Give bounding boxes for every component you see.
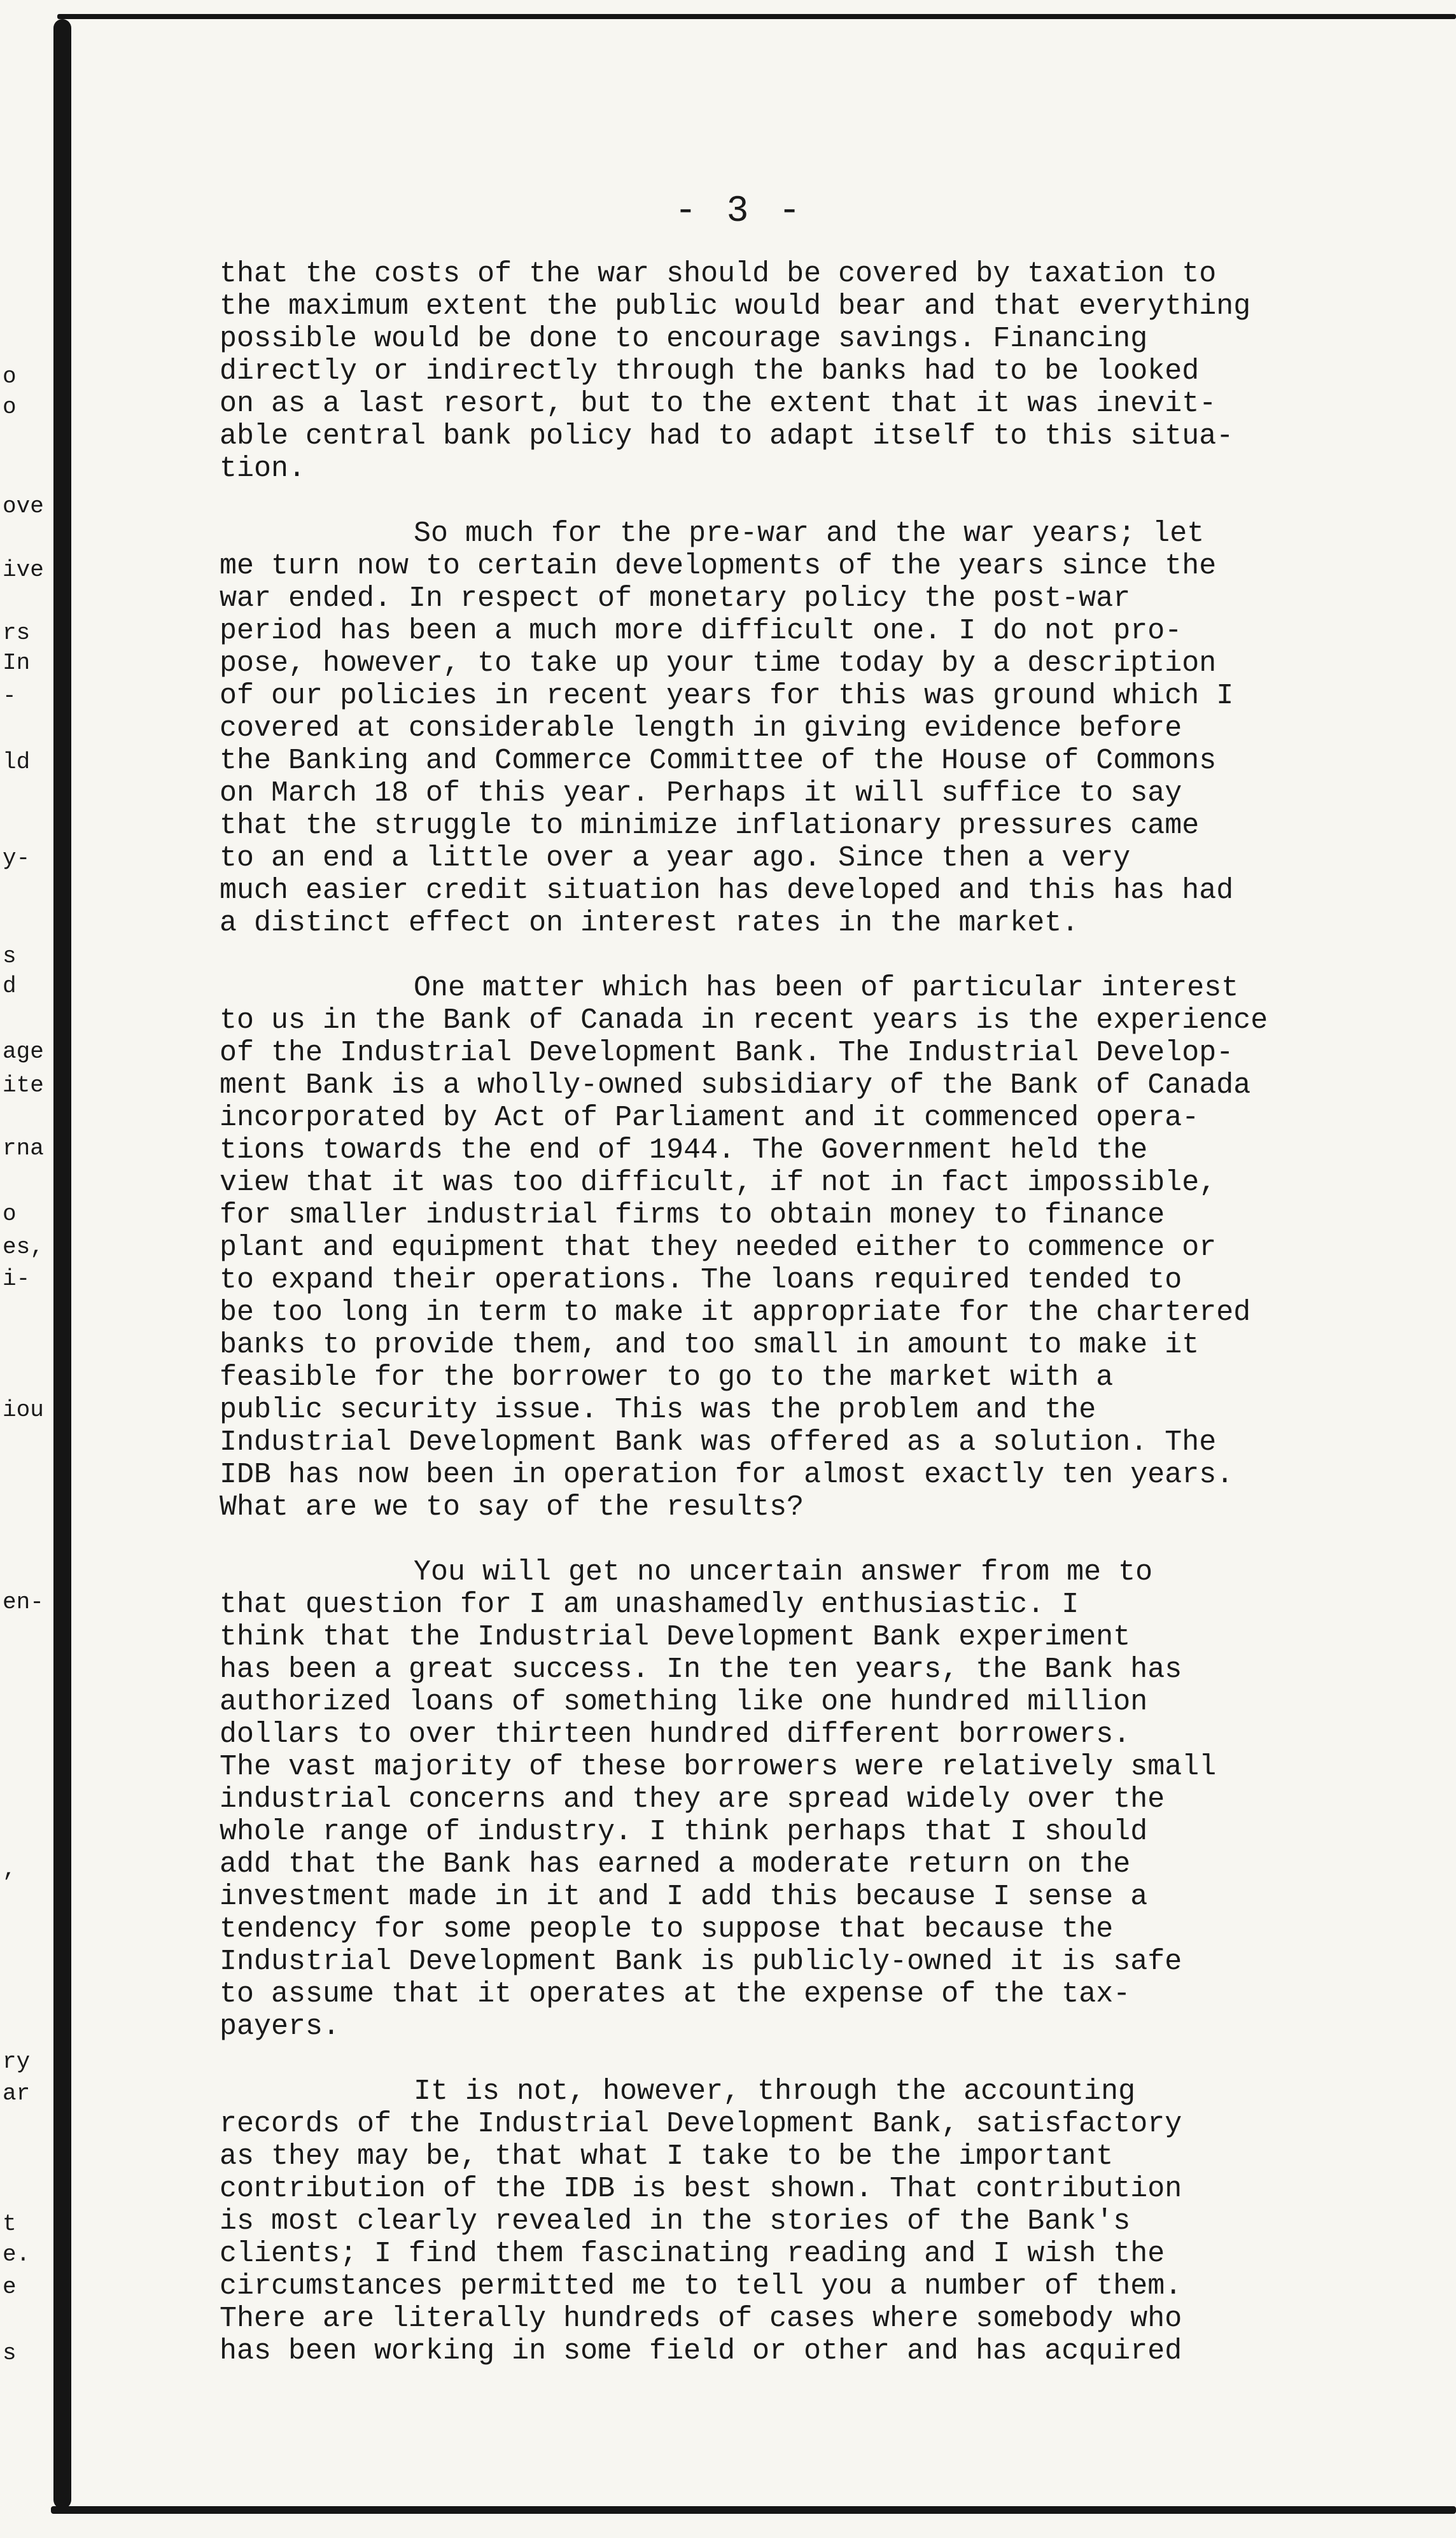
text-line: the Banking and Commerce Committee of the House of Commons xyxy=(220,745,1217,777)
margin-fragment: i- xyxy=(3,1266,31,1292)
text-line: be too long in term to make it appropriate for the chartered xyxy=(220,1296,1251,1329)
text-line: able central bank policy had to adapt itself to this situa- xyxy=(220,420,1234,452)
text-line: ment Bank is a wholly-owned subsidiary of the Bank of Canada xyxy=(220,1069,1251,1102)
text-line: much easier credit situation has developed and this has had xyxy=(220,874,1234,907)
text-line: records of the Industrial Development Bank, satisfactory xyxy=(220,2108,1182,2140)
margin-fragment: e. xyxy=(3,2242,31,2268)
text-line: of our policies in recent years for this was ground which I xyxy=(220,680,1234,712)
text-line: add that the Bank has earned a moderate return on the xyxy=(220,1848,1131,1881)
text-line: covered at considerable length in giving evidence before xyxy=(220,712,1182,745)
text-line: that question for I am unashamedly enthusiastic. I xyxy=(220,1588,1079,1621)
text-line: contribution of the IDB is best shown. That contribution xyxy=(220,2173,1182,2205)
paragraph xyxy=(220,2075,1429,2367)
margin-fragment: ove xyxy=(3,494,44,519)
paragraph-gap xyxy=(220,939,1429,972)
text-line: think that the Industrial Development Bank experiment xyxy=(220,1621,1131,1653)
text-line: dollars to over thirteen hundred different borrowers. xyxy=(220,1718,1131,1751)
text-line: is most clearly revealed in the stories of the Bank's xyxy=(220,2205,1131,2238)
margin-fragment: rna xyxy=(3,1136,44,1161)
margin-fragment: o xyxy=(3,395,17,420)
margin-fragment: en- xyxy=(3,1590,44,1615)
margin-fragment: d xyxy=(3,974,17,999)
text-line: for smaller industrial firms to obtain money to finance xyxy=(220,1199,1165,1231)
paragraph-gap xyxy=(220,2043,1429,2075)
margin-fragment: t xyxy=(3,2212,17,2237)
text-line: authorized loans of something like one hundred million xyxy=(220,1686,1148,1718)
text-line: possible would be done to encourage savings. Financing xyxy=(220,323,1148,355)
text-line: has been a great success. In the ten years, the Bank has xyxy=(220,1653,1182,1686)
text-line: tion. xyxy=(220,452,306,485)
text-line: on March 18 of this year. Perhaps it will suffice to say xyxy=(220,777,1182,810)
text-line: directly or indirectly through the banks had to be looked xyxy=(220,355,1200,388)
paragraph-gap xyxy=(220,485,1429,517)
margin-fragment: , xyxy=(3,1857,17,1882)
text-line: on as a last resort, but to the extent that it was inevit- xyxy=(220,388,1217,420)
text-line: One matter which has been of particular interest xyxy=(414,972,1239,1004)
margin-fragment: In xyxy=(3,650,31,676)
text-line: incorporated by Act of Parliament and it commenced opera- xyxy=(220,1102,1200,1134)
margin-fragment: ld xyxy=(3,750,31,775)
text-line: a distinct effect on interest rates in the market. xyxy=(220,907,1079,939)
text-line: view that it was too difficult, if not in fact impossible, xyxy=(220,1167,1217,1199)
text-line: has been working in some field or other and has acquired xyxy=(220,2335,1182,2367)
text-line: banks to provide them, and too small in amount to make it xyxy=(220,1329,1200,1361)
body-text xyxy=(220,258,1429,2367)
text-line: me turn now to certain developments of the years since the xyxy=(220,550,1217,582)
text-line: clients; I find them fascinating reading and I wish the xyxy=(220,2238,1165,2270)
text-line: Industrial Development Bank is publicly-owned it is safe xyxy=(220,1946,1182,1978)
text-line: plant and equipment that they needed either to commence or xyxy=(220,1231,1217,1264)
paragraph xyxy=(220,258,1429,485)
text-line: of the Industrial Development Bank. The Industrial Develop- xyxy=(220,1037,1234,1069)
text-line: tendency for some people to suppose that because the xyxy=(220,1913,1114,1946)
text-line: public security issue. This was the problem and the xyxy=(220,1394,1096,1426)
text-line: as they may be, that what I take to be the important xyxy=(220,2140,1114,2173)
text-line: that the costs of the war should be covered by taxation to xyxy=(220,258,1217,290)
adjacent-page-margin xyxy=(0,0,51,2538)
paragraph xyxy=(220,1556,1429,2043)
text-line: that the struggle to minimize inflationary pressures came xyxy=(220,810,1200,842)
text-line: whole range of industry. I think perhaps that I should xyxy=(220,1816,1148,1848)
text-line: to expand their operations. The loans required tended to xyxy=(220,1264,1182,1296)
text-line: The vast majority of these borrowers were relatively small xyxy=(220,1751,1217,1783)
margin-fragment: o xyxy=(3,364,17,389)
margin-fragment: e xyxy=(3,2275,17,2300)
margin-fragment: ive xyxy=(3,557,44,583)
margin-fragment: o xyxy=(3,1202,17,1227)
paragraph-gap xyxy=(220,1524,1429,1556)
margin-fragment: y- xyxy=(3,846,31,871)
paragraph xyxy=(220,517,1429,939)
margin-fragment: age xyxy=(3,1039,44,1065)
text-line: to assume that it operates at the expense of the tax- xyxy=(220,1978,1131,2010)
text-line: What are we to say of the results? xyxy=(220,1491,804,1524)
margin-fragment: - xyxy=(3,684,17,709)
text-line: So much for the pre-war and the war years; let xyxy=(414,517,1205,550)
margin-fragment: ar xyxy=(3,2081,31,2107)
page-number: - 3 - xyxy=(675,191,805,232)
text-line: IDB has now been in operation for almost exactly ten years. xyxy=(220,1459,1234,1491)
margin-fragment: s xyxy=(3,2341,17,2366)
text-line: feasible for the borrower to go to the market with a xyxy=(220,1361,1114,1394)
text-line: You will get no uncertain answer from me to xyxy=(414,1556,1153,1588)
text-line: circumstances permitted me to tell you a number of them. xyxy=(220,2270,1182,2303)
text-line: pose, however, to take up your time today by a description xyxy=(220,647,1217,680)
margin-fragment: ry xyxy=(3,2049,31,2075)
text-line: tions towards the end of 1944. The Government held the xyxy=(220,1134,1148,1167)
text-line: Industrial Development Bank was offered as a solution. The xyxy=(220,1426,1217,1459)
bottom-rule xyxy=(51,2506,1456,2514)
text-line: to an end a little over a year ago. Since then a very xyxy=(220,842,1131,874)
text-line: There are literally hundreds of cases where somebody who xyxy=(220,2303,1182,2335)
margin-fragment: es, xyxy=(3,1235,44,1260)
margin-fragment: iou xyxy=(3,1398,44,1423)
text-line: period has been a much more difficult one. I do not pro- xyxy=(220,615,1182,647)
margin-fragment: ite xyxy=(3,1073,44,1098)
paragraph xyxy=(220,972,1429,1524)
text-line: the maximum extent the public would bear and that everything xyxy=(220,290,1251,323)
binding-edge xyxy=(53,19,71,2509)
margin-fragment: s xyxy=(3,944,17,969)
margin-fragment: rs xyxy=(3,620,31,646)
top-rule xyxy=(57,14,1456,19)
text-line: It is not, however, through the accounting xyxy=(414,2075,1136,2108)
text-line: investment made in it and I add this because I sense a xyxy=(220,1881,1148,1913)
text-line: industrial concerns and they are spread widely over the xyxy=(220,1783,1165,1816)
text-line: to us in the Bank of Canada in recent years is the experience xyxy=(220,1004,1268,1037)
text-line: payers. xyxy=(220,2010,340,2043)
text-line: war ended. In respect of monetary policy the post-war xyxy=(220,582,1131,615)
